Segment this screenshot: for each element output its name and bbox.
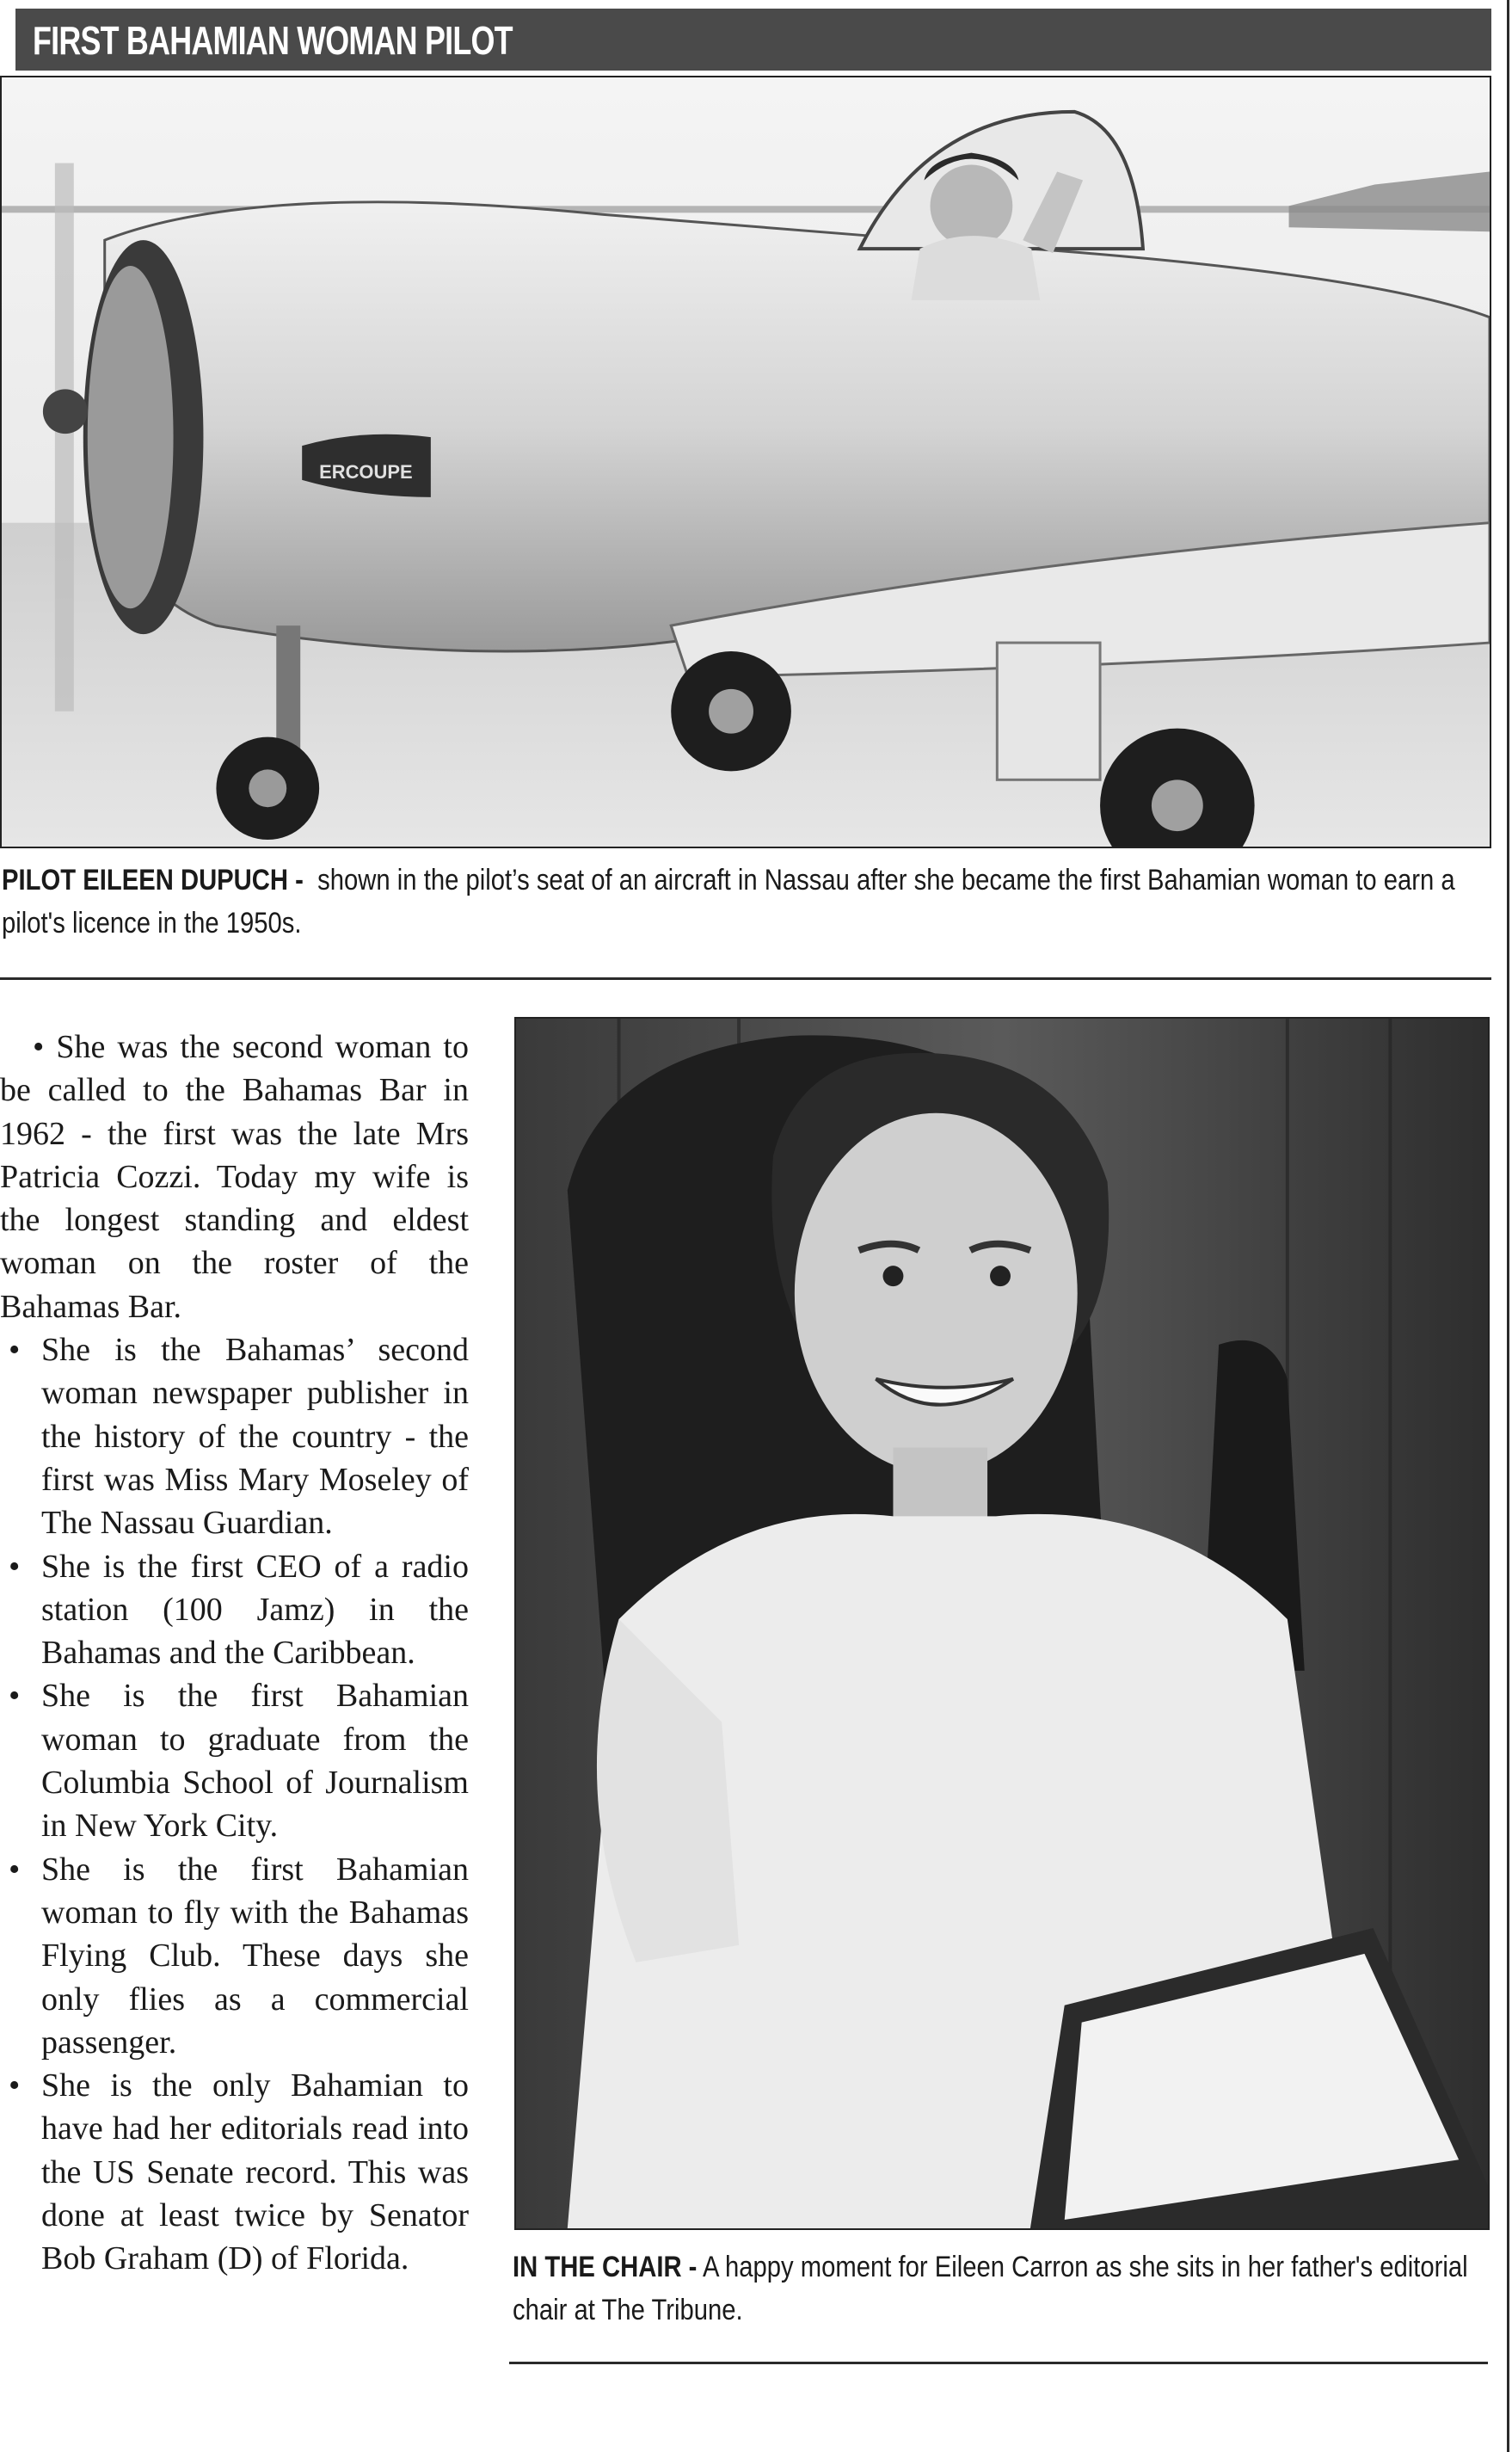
list-item-text: She is the first Bahamian woman to graduate from the Columbia School of Journalism in New York City.	[41, 1678, 469, 1845]
page-title: FIRST BAHAMIAN WOMAN PILOT	[33, 18, 513, 63]
caption-text: shown in the pilot’s seat of an aircraft in Nassau after she became the first Bahamian woman to earn a pilot's licence in the 1950s.	[2, 864, 1455, 940]
caption-text: A happy moment for Eileen Carron as she sits in her father's editorial chair at The Tribune.	[513, 2251, 1468, 2326]
list-item	[0, 1545, 469, 1675]
bullet-icon: •	[9, 2067, 21, 2104]
article-body	[0, 1026, 469, 2281]
list-item-text: She is the first Bahamian woman to fly with the Bahamas Flying Club. These days she only flies as a commercial passenger.	[41, 1851, 469, 2061]
list-item	[0, 2064, 469, 2280]
bullet-icon: •	[9, 1851, 21, 1888]
airplane-photo	[0, 76, 1491, 848]
list-item-text: She is the only Bahamian to have had her editorials read into the US Senate record. This was done at least twice by Senator Bob Graham (D) of Florida.	[41, 2067, 469, 2277]
caption-lead: IN THE CHAIR -	[513, 2251, 698, 2283]
section-header	[15, 9, 1491, 71]
portrait-photo	[514, 1017, 1490, 2230]
airplane-photo-image	[2, 77, 1490, 847]
list-item	[0, 1328, 469, 1544]
portrait-photo-caption	[513, 2246, 1512, 2332]
portrait-photo-image	[516, 1019, 1488, 2228]
list-item	[0, 1848, 469, 2064]
bullet-icon: •	[9, 1548, 21, 1585]
first-paragraph: • She was the second woman to be called to the Bahamas Bar in 1962 - the first was the late Mrs Patricia Cozzi. Today my wife is the longest standing and eldest woman on the roster of the Bahamas Bar.	[0, 1029, 469, 1325]
list-item	[0, 1674, 469, 1847]
ercoupe-logo: ERCOUPE	[319, 460, 413, 483]
divider	[0, 977, 1491, 980]
list-item-text: She is the Bahamas’ second woman newspaper publisher in the history of the country - the first was Miss Mary Moseley of The Nassau Guardian.	[41, 1332, 469, 1542]
bullet-icon: •	[9, 1332, 21, 1369]
caption-lead: PILOT EILEEN DUPUCH -	[2, 864, 304, 896]
bullet-icon: •	[9, 1678, 21, 1715]
list-item-text: She is the first CEO of a radio station (100 Jamz) in the Bahamas and the Caribbean.	[41, 1548, 469, 1672]
column-rule	[1507, 0, 1509, 2452]
plane-photo-caption	[2, 859, 1489, 945]
divider	[509, 2362, 1488, 2364]
